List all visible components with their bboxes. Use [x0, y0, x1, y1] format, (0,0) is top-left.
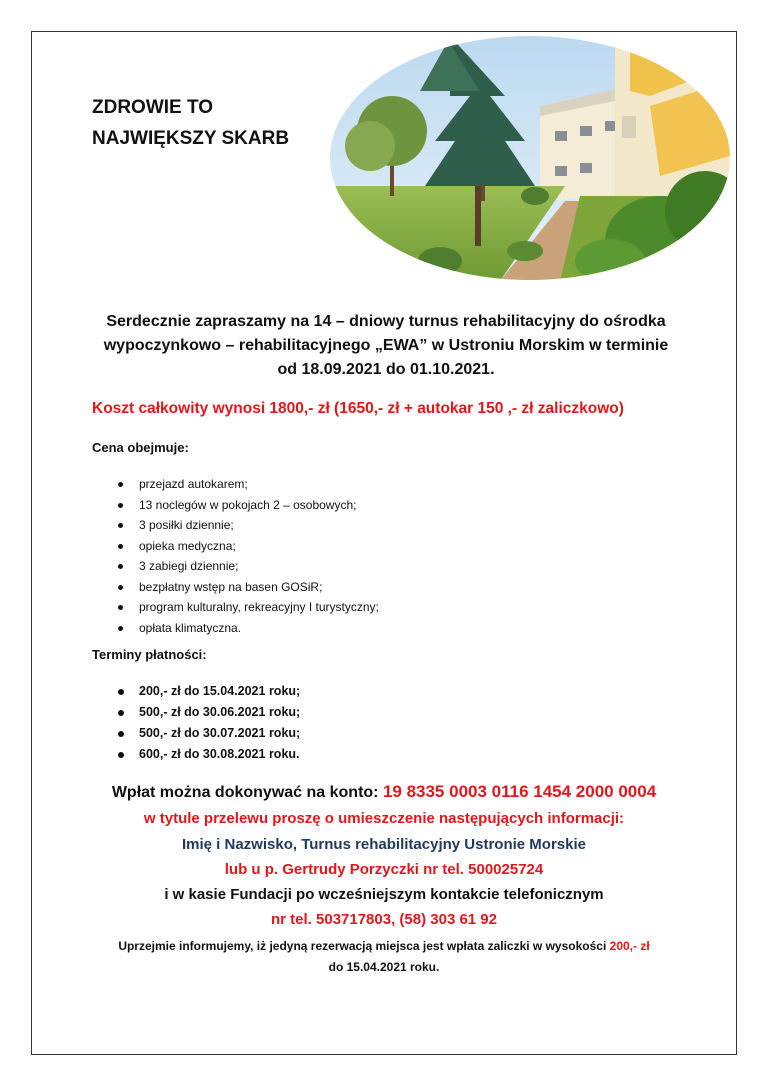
list-item: 500,- zł do 30.06.2021 roku;: [118, 702, 300, 723]
resort-photo: [330, 36, 730, 281]
price-includes-heading: Cena obejmuje:: [92, 440, 189, 455]
list-item: program kulturalny, rekreacyjny I turystyczny;: [118, 597, 379, 618]
office-note: i w kasie Fundacji po wcześniejszym kontakcie telefonicznym: [164, 886, 604, 903]
transfer-note: w tytule przelewu proszę o umieszczenie następujących informacji:: [143, 810, 625, 827]
list-item: 200,- zł do 15.04.2021 roku;: [118, 681, 300, 702]
headline-line-1: ZDROWIE TO: [92, 97, 214, 118]
intro-line-2: wypoczynkowo – rehabilitacyjnego „EWA” w Ustroniu Morskim w terminie: [103, 337, 669, 354]
account-number: 19 8335 0003 0116 1454 2000 0004: [382, 782, 657, 801]
reservation-prefix: Uprzejmie informujemy, iż jedyną rezerwacją miejsca jest wpłata zaliczki w wysokości: [118, 939, 610, 953]
transfer-title: Imię i Nazwisko, Turnus rehabilitacyjny Ustronie Morskie: [181, 836, 586, 853]
headline: [92, 92, 352, 154]
office-phone: nr tel. 503717803, (58) 303 61 92: [271, 911, 497, 928]
price-includes-list: [118, 474, 379, 638]
intro-line-3: od 18.09.2021 do 01.10.2021.: [277, 361, 495, 378]
account-line: [60, 782, 708, 802]
headline-line-2: NAJWIĘKSZY SKARB: [92, 128, 290, 149]
list-item: 13 noclegów w pokojach 2 – osobowych;: [118, 495, 379, 516]
list-item: 3 zabiegi dziennie;: [118, 556, 379, 577]
list-item: opieka medyczna;: [118, 536, 379, 557]
payment-terms-list: [118, 681, 300, 765]
list-item: przejazd autokarem;: [118, 474, 379, 495]
list-item: bezpłatny wstęp na basen GOSiR;: [118, 577, 379, 598]
reservation-suffix: do 15.04.2021 roku.: [328, 960, 440, 974]
resort-photo-illustration: [330, 36, 730, 281]
list-item: 3 posiłki dziennie;: [118, 515, 379, 536]
reservation-amount: 200,- zł: [609, 939, 650, 953]
list-item: 500,- zł do 30.07.2021 roku;: [118, 723, 300, 744]
reservation-note: [60, 936, 708, 978]
payment-terms-heading: Terminy płatności:: [92, 647, 207, 662]
list-item: opłata klimatyczna.: [118, 618, 379, 639]
account-prefix: Wpłat można dokonywać na konto:: [111, 784, 383, 801]
total-cost: Koszt całkowity wynosi 1800,- zł (1650,- zł + autokar 150 ,- zł zaliczkowo): [92, 400, 624, 417]
intro-line-1: Serdecznie zapraszamy na 14 – dniowy turnus rehabilitacyjny do ośrodka: [106, 313, 666, 330]
list-item: 600,- zł do 30.08.2021 roku.: [118, 744, 300, 765]
contact-person: lub u p. Gertrudy Porzyczki nr tel. 500025724: [224, 861, 544, 878]
intro-text: [80, 310, 692, 382]
